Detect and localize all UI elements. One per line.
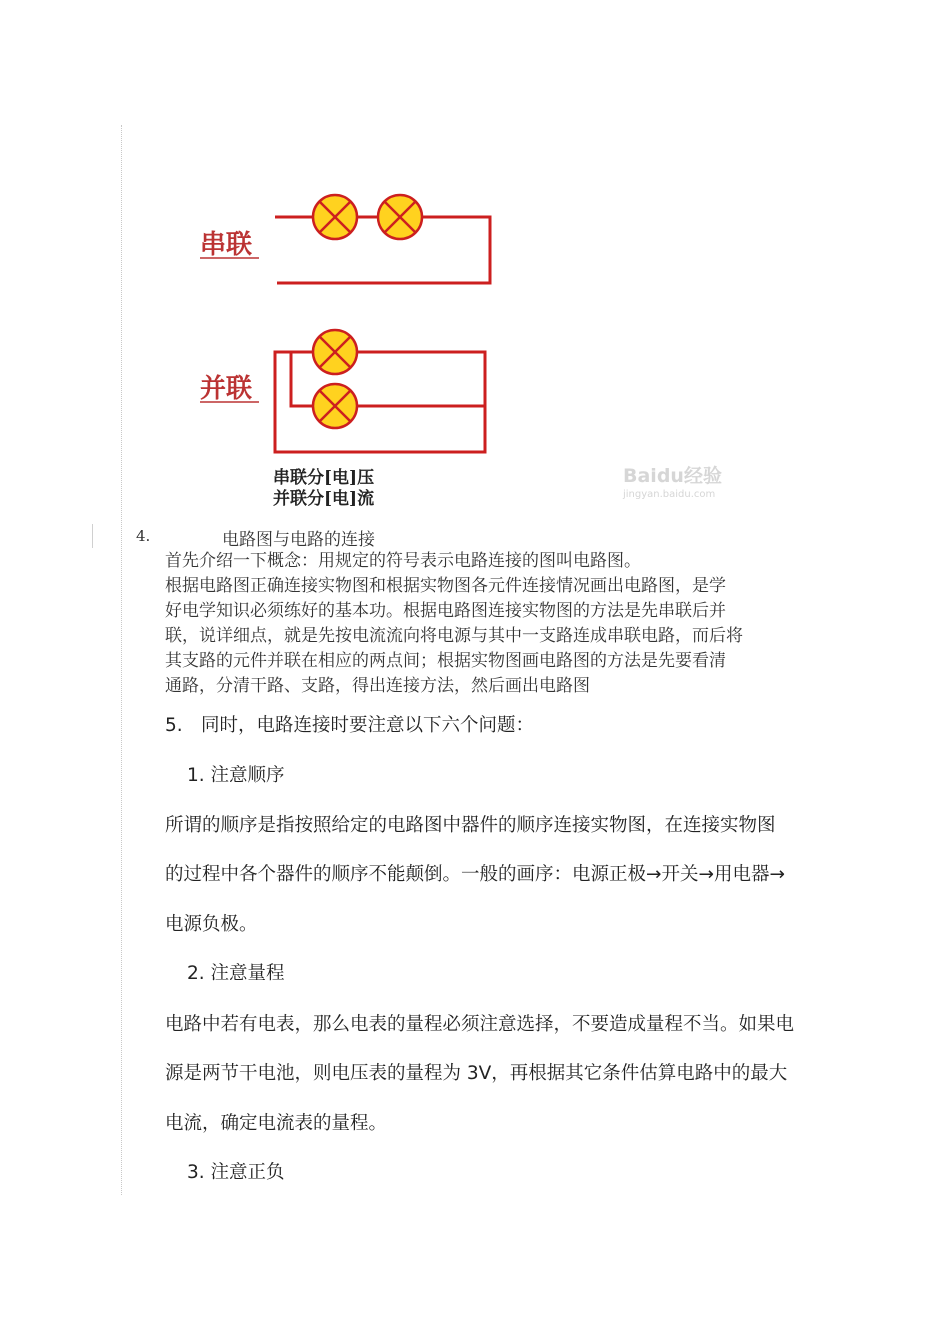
item-4-title: 电路图与电路的连接 [222,530,375,550]
paragraph-line: 其支路的元件并联在相应的两点间；根据实物图画电路图的方法是先要看清 [165,651,726,671]
item-4-number: 4. [136,527,151,545]
sub-2-line: 电流，确定电流表的量程。 [165,1113,388,1134]
sub-1-title: 1. 注意顺序 [187,765,285,786]
paragraph-line: 好电学知识必须练好的基本功。根据电路图连接实物图的方法是先串联后并 [165,601,726,621]
watermark-brand: Baidu经验 [623,465,722,487]
item-5-title: 同时，电路连接时要注意以下六个问题： [201,715,535,736]
circuit-figure [195,180,755,510]
series-label: 串联 [200,230,253,260]
series-circuit [200,195,490,283]
item-4-paragraph [165,549,815,699]
item-5-number: 5. [165,715,183,736]
paragraph-line: 首先介绍一下概念：用规定的符号表示电路连接的图叫电路图。 [165,551,641,571]
item-5-heading [165,711,534,737]
margin-guide-line [121,125,122,1195]
parallel-lamp-2 [313,384,357,428]
series-lamp-2 [378,195,422,239]
sub-3-title: 3. 注意正负 [187,1162,285,1183]
parallel-circuit [200,330,485,452]
sub-2-line: 源是两节干电池，则电压表的量程为 3V，再根据其它条件估算电路中的最大 [165,1063,788,1084]
parallel-label: 并联 [200,374,253,404]
parallel-lamp-1 [313,330,357,374]
caption-line-2: 并联分[电]流 [273,489,375,509]
sub-2-line: 电路中若有电表，那么电表的量程必须注意选择，不要造成量程不当。如果电 [165,1014,795,1035]
watermark-url: jingyan.baidu.com [623,489,716,500]
margin-tick [92,524,93,548]
paragraph-line: 联，说详细点，就是先按电流流向将电源与其中一支路连成串联电路，而后将 [165,626,743,646]
parallel-wire-outer [275,352,485,452]
sub-2-title: 2. 注意量程 [187,963,285,984]
circuit-diagram [195,180,755,510]
watermark [622,464,722,500]
sub-1-line: 的过程中各个器件的顺序不能颠倒。一般的画序：电源正极→开关→用电器→ [165,864,786,885]
caption-line-1: 串联分[电]压 [273,468,375,488]
sub-1-line: 电源负极。 [165,914,258,935]
parallel-wire-branch-left [291,352,312,406]
sub-1-line: 所谓的顺序是指按照给定的电路图中器件的顺序连接实物图，在连接实物图 [165,815,776,836]
paragraph-line: 根据电路图正确连接实物图和根据实物图各元件连接情况画出电路图，是学 [165,576,726,596]
paragraph-line: 通路，分清干路、支路，得出连接方法，然后画出电路图 [165,676,590,696]
series-lamp-1 [313,195,357,239]
